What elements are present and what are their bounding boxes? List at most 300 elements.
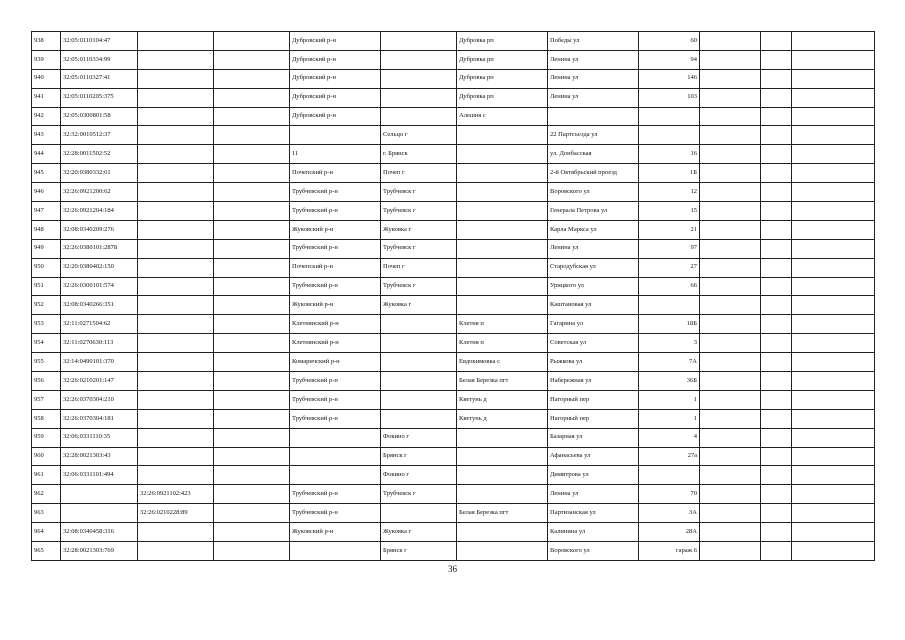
empty-cell	[761, 277, 792, 296]
district-cell: Трубчевский р-н	[290, 504, 381, 523]
district-cell	[290, 428, 381, 447]
table-row	[32, 258, 875, 277]
settlement-cell: Кветунь д	[457, 390, 548, 409]
settlement-cell	[457, 164, 548, 183]
table-row	[32, 220, 875, 239]
empty-cell	[214, 277, 290, 296]
previous-cadastral-number-cell	[138, 69, 214, 88]
empty-cell	[214, 183, 290, 202]
empty-cell	[761, 409, 792, 428]
empty-cell	[700, 277, 761, 296]
cadastral-number-cell: 32:26:0210201:147	[61, 372, 138, 391]
settlement-cell: Дубровка рп	[457, 88, 548, 107]
empty-cell	[792, 485, 875, 504]
settlement-cell: Клетня п	[457, 334, 548, 353]
empty-cell	[792, 390, 875, 409]
empty-cell	[214, 164, 290, 183]
table-row	[32, 334, 875, 353]
previous-cadastral-number-cell	[138, 258, 214, 277]
empty-cell	[700, 32, 761, 51]
city-cell: Трубчевск г	[381, 202, 457, 221]
empty-cell	[700, 504, 761, 523]
previous-cadastral-number-cell	[138, 164, 214, 183]
empty-cell	[761, 296, 792, 315]
house-number-cell	[639, 107, 700, 126]
city-cell: Фокино г	[381, 428, 457, 447]
cadastral-number-cell: 32:26:0300101:574	[61, 277, 138, 296]
house-number-cell: 3А	[639, 504, 700, 523]
cadastral-number-cell: 32:28:0021303:43	[61, 447, 138, 466]
previous-cadastral-number-cell	[138, 277, 214, 296]
previous-cadastral-number-cell: 32:26:0921102:423	[138, 485, 214, 504]
empty-cell	[214, 69, 290, 88]
district-cell	[290, 542, 381, 561]
city-cell: Трубчевск г	[381, 183, 457, 202]
house-number-cell: 18Б	[639, 315, 700, 334]
street-cell: Советская ул	[548, 334, 639, 353]
row-number-cell: 940	[32, 69, 61, 88]
row-number-cell: 961	[32, 466, 61, 485]
empty-cell	[214, 258, 290, 277]
settlement-cell	[457, 145, 548, 164]
empty-cell	[761, 334, 792, 353]
empty-cell	[214, 409, 290, 428]
empty-cell	[792, 277, 875, 296]
empty-cell	[700, 485, 761, 504]
previous-cadastral-number-cell	[138, 107, 214, 126]
table-row	[32, 485, 875, 504]
empty-cell	[700, 542, 761, 561]
city-cell: Сельцо г	[381, 126, 457, 145]
previous-cadastral-number-cell	[138, 334, 214, 353]
empty-cell	[792, 523, 875, 542]
district-cell: Трубчевский р-н	[290, 239, 381, 258]
city-cell: г. Брянск	[381, 145, 457, 164]
table-row	[32, 107, 875, 126]
house-number-cell: 1Б	[639, 164, 700, 183]
cadastral-number-cell: 32:11:0270630:113	[61, 334, 138, 353]
previous-cadastral-number-cell	[138, 542, 214, 561]
table-row	[32, 69, 875, 88]
district-cell: Трубчевский р-н	[290, 183, 381, 202]
city-cell: Жуковка г	[381, 523, 457, 542]
empty-cell	[700, 334, 761, 353]
empty-cell	[761, 258, 792, 277]
cadastral-number-cell: 32:26:0370304:181	[61, 409, 138, 428]
district-cell: Трубчевский р-н	[290, 277, 381, 296]
settlement-cell: Евдокимовка с	[457, 353, 548, 372]
row-number-cell: 938	[32, 32, 61, 51]
row-number-cell: 958	[32, 409, 61, 428]
row-number-cell: 960	[32, 447, 61, 466]
house-number-cell: 1	[639, 409, 700, 428]
district-cell: Жуковский р-н	[290, 220, 381, 239]
district-cell	[290, 126, 381, 145]
table-row	[32, 372, 875, 391]
district-cell: Трубчевский р-н	[290, 409, 381, 428]
row-number-cell: 955	[32, 353, 61, 372]
empty-cell	[214, 372, 290, 391]
row-number-cell: 949	[32, 239, 61, 258]
previous-cadastral-number-cell	[138, 126, 214, 145]
empty-cell	[761, 69, 792, 88]
empty-cell	[214, 466, 290, 485]
empty-cell	[700, 447, 761, 466]
previous-cadastral-number-cell	[138, 372, 214, 391]
settlement-cell: Дубровка рп	[457, 50, 548, 69]
row-number-cell: 950	[32, 258, 61, 277]
table-row	[32, 277, 875, 296]
empty-cell	[214, 220, 290, 239]
previous-cadastral-number-cell	[138, 183, 214, 202]
empty-cell	[700, 88, 761, 107]
empty-cell	[214, 353, 290, 372]
house-number-cell: 70	[639, 485, 700, 504]
house-number-cell: 97	[639, 239, 700, 258]
street-cell: 22 Партсъезда ул	[548, 126, 639, 145]
street-cell: 2-й Октябрьский проезд	[548, 164, 639, 183]
empty-cell	[792, 428, 875, 447]
settlement-cell: Кветунь д	[457, 409, 548, 428]
empty-cell	[792, 88, 875, 107]
street-cell: Воровского ул	[548, 183, 639, 202]
city-cell	[381, 69, 457, 88]
district-cell: Клетнянский р-н	[290, 315, 381, 334]
table-row	[32, 239, 875, 258]
empty-cell	[792, 69, 875, 88]
previous-cadastral-number-cell	[138, 447, 214, 466]
empty-cell	[761, 220, 792, 239]
empty-cell	[214, 542, 290, 561]
previous-cadastral-number-cell	[138, 296, 214, 315]
row-number-cell: 948	[32, 220, 61, 239]
empty-cell	[792, 239, 875, 258]
settlement-cell: Белая Березка пгт	[457, 372, 548, 391]
house-number-cell: 27	[639, 258, 700, 277]
district-cell: Почепский р-н	[290, 258, 381, 277]
settlement-cell	[457, 523, 548, 542]
settlement-cell: Алешня с	[457, 107, 548, 126]
street-cell: ул. Донбасская	[548, 145, 639, 164]
empty-cell	[761, 50, 792, 69]
row-number-cell: 941	[32, 88, 61, 107]
table-row	[32, 447, 875, 466]
table-row	[32, 50, 875, 69]
city-cell	[381, 334, 457, 353]
house-number-cell: гараж 6	[639, 542, 700, 561]
settlement-cell	[457, 485, 548, 504]
empty-cell	[700, 145, 761, 164]
city-cell: Брянск г	[381, 542, 457, 561]
empty-cell	[214, 428, 290, 447]
street-cell: Каштановая ул	[548, 296, 639, 315]
district-cell: Трубчевский р-н	[290, 202, 381, 221]
empty-cell	[700, 523, 761, 542]
row-number-cell: 947	[32, 202, 61, 221]
empty-cell	[700, 409, 761, 428]
street-cell: Урицкого ул	[548, 277, 639, 296]
house-number-cell	[639, 126, 700, 145]
table-body	[32, 32, 875, 561]
cadastral-number-cell: 32:20:0380332:61	[61, 164, 138, 183]
empty-cell	[700, 50, 761, 69]
row-number-cell: 946	[32, 183, 61, 202]
page-number: 36	[448, 564, 457, 574]
empty-cell	[700, 390, 761, 409]
row-number-cell: 959	[32, 428, 61, 447]
row-number-cell: 956	[32, 372, 61, 391]
district-cell	[290, 447, 381, 466]
district-cell: Клетнянский р-н	[290, 334, 381, 353]
empty-cell	[761, 466, 792, 485]
house-number-cell: 21	[639, 220, 700, 239]
city-cell	[381, 409, 457, 428]
house-number-cell: 103	[639, 88, 700, 107]
empty-cell	[792, 466, 875, 485]
house-number-cell: 7А	[639, 353, 700, 372]
row-number-cell: 957	[32, 390, 61, 409]
street-cell	[548, 107, 639, 126]
district-cell: Дубровский р-н	[290, 107, 381, 126]
street-cell: Партизанская ул	[548, 504, 639, 523]
previous-cadastral-number-cell	[138, 88, 214, 107]
empty-cell	[792, 126, 875, 145]
empty-cell	[700, 202, 761, 221]
district-cell: Дубровский р-н	[290, 32, 381, 51]
house-number-cell: 36Б	[639, 372, 700, 391]
city-cell: Трубчевск г	[381, 277, 457, 296]
empty-cell	[214, 239, 290, 258]
city-cell: Трубчевск г	[381, 485, 457, 504]
previous-cadastral-number-cell	[138, 390, 214, 409]
empty-cell	[761, 202, 792, 221]
table-row	[32, 145, 875, 164]
empty-cell	[792, 183, 875, 202]
empty-cell	[214, 485, 290, 504]
row-number-cell: 952	[32, 296, 61, 315]
empty-cell	[761, 353, 792, 372]
row-number-cell: 944	[32, 145, 61, 164]
city-cell	[381, 107, 457, 126]
street-cell: Стародубская ул	[548, 258, 639, 277]
street-cell: Базарная ул	[548, 428, 639, 447]
empty-cell	[700, 466, 761, 485]
district-cell: Дубровский р-н	[290, 50, 381, 69]
district-cell: Почепский р-н	[290, 164, 381, 183]
row-number-cell: 943	[32, 126, 61, 145]
district-cell	[290, 466, 381, 485]
empty-cell	[700, 372, 761, 391]
house-number-cell: 60	[639, 32, 700, 51]
cadastral-number-cell: 32:28:0011502:52	[61, 145, 138, 164]
empty-cell	[700, 239, 761, 258]
cadastral-number-cell: 32:26:0370304:210	[61, 390, 138, 409]
cadastral-number-cell: 32:05:0110327:41	[61, 69, 138, 88]
empty-cell	[792, 32, 875, 51]
street-cell: Нагорный пер	[548, 390, 639, 409]
table-row	[32, 504, 875, 523]
city-cell	[381, 372, 457, 391]
settlement-cell	[457, 126, 548, 145]
row-number-cell: 951	[32, 277, 61, 296]
table-row	[32, 126, 875, 145]
table-row	[32, 315, 875, 334]
table-row	[32, 409, 875, 428]
previous-cadastral-number-cell	[138, 409, 214, 428]
table-row	[32, 466, 875, 485]
empty-cell	[700, 296, 761, 315]
empty-cell	[792, 202, 875, 221]
cadastral-number-cell: 32:14:0490101:370	[61, 353, 138, 372]
settlement-cell	[457, 542, 548, 561]
house-number-cell: 16	[639, 145, 700, 164]
cadastral-number-cell: 32:05:0110205:375	[61, 88, 138, 107]
previous-cadastral-number-cell	[138, 428, 214, 447]
cadastral-number-cell: 32:08:0340209:276	[61, 220, 138, 239]
row-number-cell: 963	[32, 504, 61, 523]
cadastral-number-cell: 32:11:0271504:62	[61, 315, 138, 334]
settlement-cell	[457, 202, 548, 221]
empty-cell	[214, 334, 290, 353]
settlement-cell	[457, 296, 548, 315]
empty-cell	[792, 542, 875, 561]
empty-cell	[761, 428, 792, 447]
street-cell: Гагарина ул	[548, 315, 639, 334]
street-cell: Ленина ул	[548, 485, 639, 504]
empty-cell	[792, 447, 875, 466]
row-number-cell: 965	[32, 542, 61, 561]
previous-cadastral-number-cell	[138, 202, 214, 221]
settlement-cell: Дубровка рп	[457, 32, 548, 51]
empty-cell	[214, 447, 290, 466]
city-cell: Почеп г	[381, 258, 457, 277]
district-cell: Жуковский р-н	[290, 523, 381, 542]
cadastral-number-cell: 32:32:0010512:37	[61, 126, 138, 145]
table-row	[32, 296, 875, 315]
empty-cell	[761, 390, 792, 409]
street-cell: Ленина ул	[548, 239, 639, 258]
cadastral-number-cell: 32:28:0021303:769	[61, 542, 138, 561]
table-row	[32, 164, 875, 183]
house-number-cell: 3	[639, 334, 700, 353]
house-number-cell: 4	[639, 428, 700, 447]
previous-cadastral-number-cell	[138, 145, 214, 164]
empty-cell	[792, 353, 875, 372]
row-number-cell: 939	[32, 50, 61, 69]
cadastral-number-cell: 32:05:0110104:47	[61, 32, 138, 51]
cadastral-number-cell: 32:08:0340266:351	[61, 296, 138, 315]
empty-cell	[761, 107, 792, 126]
house-number-cell: 146	[639, 69, 700, 88]
city-cell	[381, 32, 457, 51]
city-cell	[381, 353, 457, 372]
settlement-cell	[457, 258, 548, 277]
street-cell: Ленина ул	[548, 69, 639, 88]
empty-cell	[761, 315, 792, 334]
street-cell: Воровского ул	[548, 542, 639, 561]
previous-cadastral-number-cell	[138, 353, 214, 372]
settlement-cell	[457, 183, 548, 202]
empty-cell	[792, 220, 875, 239]
street-cell: Генерала Петрова ул	[548, 202, 639, 221]
empty-cell	[792, 372, 875, 391]
cadastral-number-cell	[61, 504, 138, 523]
settlement-cell	[457, 447, 548, 466]
district-cell: Комаричский р-н	[290, 353, 381, 372]
row-number-cell: 953	[32, 315, 61, 334]
table-row	[32, 32, 875, 51]
previous-cadastral-number-cell	[138, 315, 214, 334]
house-number-cell: 66	[639, 277, 700, 296]
empty-cell	[792, 409, 875, 428]
city-cell	[381, 315, 457, 334]
street-cell: Афанасьева ул	[548, 447, 639, 466]
cadastral-number-cell: 32:06:0331101:494	[61, 466, 138, 485]
table-row	[32, 202, 875, 221]
house-number-cell: 28А	[639, 523, 700, 542]
cadastral-number-cell: 32:06:0331110:35	[61, 428, 138, 447]
city-cell	[381, 504, 457, 523]
empty-cell	[761, 183, 792, 202]
row-number-cell: 945	[32, 164, 61, 183]
previous-cadastral-number-cell	[138, 523, 214, 542]
empty-cell	[700, 183, 761, 202]
previous-cadastral-number-cell	[138, 32, 214, 51]
settlement-cell: Белая Березка пгт	[457, 504, 548, 523]
table-row	[32, 428, 875, 447]
empty-cell	[761, 126, 792, 145]
empty-cell	[761, 485, 792, 504]
empty-cell	[214, 202, 290, 221]
empty-cell	[761, 239, 792, 258]
empty-cell	[792, 504, 875, 523]
empty-cell	[214, 145, 290, 164]
empty-cell	[761, 145, 792, 164]
previous-cadastral-number-cell	[138, 50, 214, 69]
street-cell: Ленина ул	[548, 88, 639, 107]
city-cell: Брянск г	[381, 447, 457, 466]
empty-cell	[214, 523, 290, 542]
cadastral-number-cell: 32:20:0380402:150	[61, 258, 138, 277]
empty-cell	[214, 315, 290, 334]
street-cell: Нагорный пер	[548, 409, 639, 428]
empty-cell	[700, 428, 761, 447]
empty-cell	[700, 69, 761, 88]
settlement-cell: Клетня п	[457, 315, 548, 334]
empty-cell	[214, 50, 290, 69]
table-row	[32, 390, 875, 409]
property-register-table	[31, 31, 875, 561]
empty-cell	[761, 372, 792, 391]
settlement-cell	[457, 277, 548, 296]
previous-cadastral-number-cell	[138, 466, 214, 485]
empty-cell	[792, 107, 875, 126]
cadastral-number-cell	[61, 485, 138, 504]
district-cell: 11	[290, 145, 381, 164]
row-number-cell: 964	[32, 523, 61, 542]
settlement-cell	[457, 466, 548, 485]
row-number-cell: 962	[32, 485, 61, 504]
cadastral-number-cell: 32:26:0921200:62	[61, 183, 138, 202]
empty-cell	[214, 504, 290, 523]
empty-cell	[700, 126, 761, 145]
empty-cell	[214, 390, 290, 409]
district-cell: Дубровский р-н	[290, 69, 381, 88]
empty-cell	[761, 32, 792, 51]
empty-cell	[700, 107, 761, 126]
table-row	[32, 353, 875, 372]
previous-cadastral-number-cell	[138, 220, 214, 239]
